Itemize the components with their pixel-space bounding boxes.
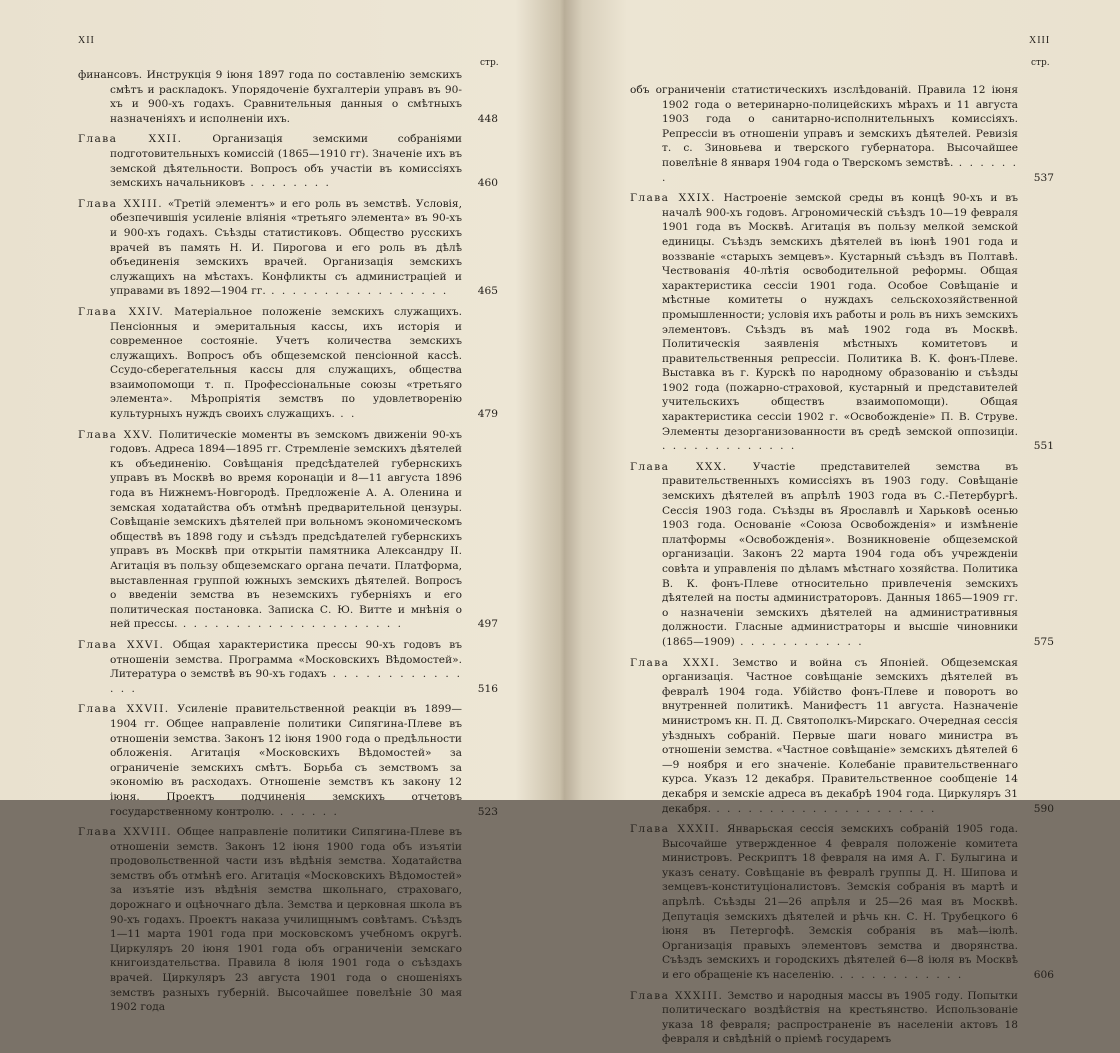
toc-entry: Глава XXX. Участіе представителей земства въ правительственныхъ комиссіяхъ въ 1903 году. Совѣщаніе земскихъ дѣятелей въ апрѣлѣ 1903 года въ С.-Петербургѣ. Сессія 1903 года. Съѣзды въ Ярославлѣ и Харьковѣ осенью 1903 года. Основаніе «Союза Освобожденія» и измѣненіе платформы «Освобожденія». Возникновеніе общеземской организаціи. Законъ 22 марта 1904 года объ учрежденіи совѣта и управленія по дѣламъ мѣстнаго хозяйства. Политика В. К. фонъ-Плеве относительно привлеченія земскихъ дѣятелей на посты администраторовъ. Данныя 1865—1909 гг. о назначеніи земскихъ дѣятелей на административныя должности. Гласные администраторы и высшіе чиновники (1865—1909) . . . . . . . . . . . . 575 [630, 460, 1054, 648]
leader-dots: . . . . . . . . . . . . . . . [110, 668, 462, 695]
page-number: XIII [1029, 35, 1051, 46]
toc-entry: Глава XXIV. Матеріальное положеніе земскихъ служащихъ. Пенсіонныя и эмеритальныя кассы, ихъ исторія и современное состояніе. Учетъ количества земскихъ служащихъ. Вопросъ объ общеземской пенсіонной кассѣ. Ссудо-сберегательныя кассы для служащихъ, общества взаимопомощи т. п. Профессіональные союзы «третьяго элемента». Мѣропріятія земствъ по удовлетворенію культурныхъ нуждъ своихъ служащихъ. . . 479 [78, 305, 498, 421]
leader-dots: . . . . . . . . . . . . . . . . . [265, 285, 449, 298]
toc-page-number: 465 [477, 285, 498, 298]
table-of-contents [78, 68, 498, 1021]
leader-dots: . . . . . . . . . . . . [834, 969, 964, 982]
toc-page-number: 479 [477, 408, 498, 421]
right-page [563, 0, 1120, 1046]
toc-entry: Глава XXIII. «Третій элементъ» и его роль въ земствѣ. Условія, обезпечившія усиленіе вліянія «третьяго элемента» въ 90-хъ и 900-хъ годахъ. Съѣзды статистиковъ. Общество русскихъ врачей въ память Н. И. Пирогова и его роль въ дѣлѣ объединенія земскихъ врачей. Организація земскихъ служащихъ на мѣстахъ. Конфликты съ администраціей и управами въ 1892—1904 гг. . . . . . . . . . . . . . . . . . 465 [78, 197, 498, 298]
toc-page-number: 523 [477, 805, 498, 818]
leader-dots: . . . . . . . . . . . . . . . . . . . . . [177, 618, 403, 631]
toc-page-number: 606 [1033, 969, 1054, 982]
toc-page-number: 551 [1033, 440, 1054, 453]
toc-page-number: 448 [477, 112, 498, 125]
toc-entry: финансовъ. Инструкція 9 іюня 1897 года по составленію земскихъ смѣтъ и раскладокъ. Упорядоченіе бухгалтеріи управъ въ 90-хъ и 900-хъ годахъ. Сравнительныя данныя о смѣтныхъ назначеніяхъ и исполненіи ихъ. 448 [78, 69, 498, 125]
leader-dots: . . . . . . . . [245, 177, 331, 190]
table-of-contents [630, 83, 1054, 1053]
leader-dots: . . [334, 408, 357, 421]
toc-entry: Глава XXVI. Общая характеристика прессы 90-хъ годовъ въ отношеніи земства. Программа «Московскихъ Вѣдомостей». Литература о земствѣ въ 90-хъ годахъ . . . . . . . . . . . . . . . 516 [78, 638, 498, 695]
toc-page-number: 497 [477, 618, 498, 631]
toc-page-number: 460 [477, 177, 498, 190]
leader-dots: . . . . . . . . . . . . . [662, 440, 797, 453]
leader-dots: . . . . . . . . . . . . [734, 635, 864, 648]
toc-page-number: 537 [1033, 171, 1054, 184]
page-column-label: стр. [1031, 58, 1050, 68]
toc-entry: объ ограниченіи статистическихъ изслѣдованій. Правила 12 іюня 1902 года о ветеринарно-полицейскихъ мѣрахъ и 11 августа 1903 года о санитарно-исполнительныхъ комиссіяхъ. Репрессіи въ отношеніи управъ и земскихъ дѣятелей. Ревизія т. с. Зиновьева и тверского губернатора. Высочайшее повелѣніе 8 января 1904 года о Тверскомъ земствѣ. . . . . . . . 537 [630, 84, 1054, 184]
toc-page-number: 516 [477, 682, 498, 695]
page-number: XII [78, 35, 95, 46]
toc-entry: Глава XXXIII. Земство и народныя массы въ 1905 году. Попытки политическаго воздѣйствія на крестьянство. Использованіе указа 18 февраля; распространеніе въ населеніи актовъ 18 февраля и свѣдѣній о пріемѣ государемъ [630, 989, 1018, 1046]
toc-entry: Глава XXXII. Январьская сессія земскихъ собраній 1905 года. Высочайше утвержденное 4 февраля положеніе комитета министровъ. Рескриптъ 18 февраля на имя А. Г. Булыгина и указъ сенату. Совѣщаніе въ февралѣ группы Д. Н. Шипова и земцевъ-конституціоналистовъ. Земскія собранія въ мартѣ и апрѣлѣ. Съѣзды 21—26 апрѣля и 25—26 мая въ Москвѣ. Депутація земскихъ дѣятелей и рѣчь кн. С. Н. Трубецкого 6 іюня въ Петергофѣ. Земскія собранія въ маѣ—іюлѣ. Организація правыхъ элементовъ земства и дворянства. Съѣздъ земскихъ и городскихъ дѣятелей 6—8 іюля въ Москвѣ и его обращеніе къ населенію. . . . . . . . . . . . . 606 [630, 823, 1054, 982]
page-column-label: стр. [480, 58, 499, 68]
toc-entry: Глава XXVII. Усиленіе правительственной реакціи въ 1899—1904 гг. Общее направленіе политики Сипягина-Плеве въ отношеніи земства. Законъ 12 іюня 1900 года о предѣльности обложенія. Агитація «Московскихъ Вѣдомостей» за ограниченіе земскихъ смѣтъ. Борьба съ земствомъ за экономію въ расходахъ. Отношеніе земствъ къ закону 12 іюня. Проектъ подчиненія земскихъ отчетовъ государственному контролю. . . . . . . 523 [78, 703, 498, 818]
leader-dots: . . . . . . . [662, 156, 1018, 184]
leader-dots: . . . . . . [274, 805, 339, 818]
toc-entry: Глава XXXI. Земство и война съ Японіей. Общеземская организація. Частное совѣщаніе земскихъ дѣятелей въ февралѣ 1904 года. Убійство фонъ-Плеве и поворотъ во внутренней политикѣ. Манифестъ 11 августа. Назначеніе министромъ кн. П. Д. Святополкъ-Мирскаго. Очередная сессія уѣздныхъ собраній. Первые шаги новаго министра въ отношеніи земства. «Частное совѣщаніе» земскихъ дѣятелей 6—9 ноября и его значеніе. Колебаніе правительственнаго курса. Указъ 12 декабря. Правительственное сообщеніе 14 декабря и земскіе адреса въ декабрѣ 1904 года. Циркуляръ 31 декабря. . . . . . . . . . . . . . . . . . . . . . 590 [630, 656, 1054, 815]
toc-page-number: 590 [1033, 802, 1054, 815]
left-page [0, 0, 555, 1014]
toc-entry: Глава XXIX. Настроеніе земской среды въ концѣ 90-хъ и въ началѣ 900-хъ годовъ. Агрономическій съѣздъ 10—19 февраля 1901 года въ Москвѣ. Агитація въ пользу мелкой земской единицы. Съѣздъ земскихъ дѣятелей въ іюнѣ 1901 года и воззваніе «старыхъ земцевъ». Кустарный съѣздъ въ Полтавѣ. Чествованія 40-лѣтія освободительной реформы. Общая характеристика сессіи 1901 года. Особое Совѣщаніе и мѣстные комитеты о нуждахъ сельскохозяйственной промышленности; условія ихъ работы и роль въ нихъ земскихъ элементовъ. Съѣздъ въ маѣ 1902 года въ Москвѣ. Политическія заявленія мѣстныхъ комитетовъ и правительственныя репрессіи. Политика В. К. фонъ-Плеве. Выставка въ г. Курскѣ по народному образованію и съѣзды 1902 года (пожарно-страховой, кустарный и представителей учительскихъ обществъ взаимопомощи). Общая характеристика сессіи 1902 г. «Освобожденіе» П. В. Струве. Элементы дезорганизованности въ средѣ земской оппозиціи. . . . . . . . . . . . . . 551 [630, 192, 1054, 453]
toc-entry: Глава XXV. Политическіе моменты въ земскомъ движеніи 90-хъ годовъ. Адреса 1894—1895 гг. Стремленіе земскихъ дѣятелей къ объединенію. Совѣщанія предсѣдателей губернскихъ управъ въ Москвѣ во время коронаціи и 8—11 августа 1896 года въ Нижнемъ-Новгородѣ. Предложеніе А. А. Оленина и земская ходатайства объ отмѣнѣ предварительной цензуры. Совѣщаніе земскихъ дѣятелей при вольномъ экономическомъ обществѣ въ 1898 году и съѣздъ предсѣдателей губернскихъ управъ въ Москвѣ при открытіи памятника Александру II. Агитація въ пользу общеземскаго органа печати. Платформа, выставленная группой южныхъ земскихъ дѣятелей. Вопросъ о введеніи земства въ неземскихъ губерніяхъ и его политическая постановка. Записка С. Ю. Витте и мнѣнія о ней прессы. . . . . . . . . . . . . . . . . . . . . . 497 [78, 428, 498, 631]
toc-entry: Глава XXVIII. Общее направленіе политики Сипягина-Плеве въ отношеніи земств. Законъ 12 іюня 1900 года объ изъятіи продовольственной части изъ вѣдѣнія земства. Ходатайства земствъ объ отмѣнѣ его. Агитація «Московскихъ Вѣдомостей» за изъятіе изъ вѣдѣнія земства школьнаго, страховаго, дорожнаго и оцѣночнаго дѣла. Земства и церковная школа въ 90-хъ годахъ. Проектъ наказа училищнымъ совѣтамъ. Съѣздъ 1—11 марта 1901 года при московскомъ учебномъ округѣ. Циркуляръ 20 іюня 1901 года объ ограниченіи земскаго книгоиздательства. Правила 8 іюля 1901 года о съѣздахъ врачей. Циркуляръ 23 августа 1901 года о сношеніяхъ земствъ разныхъ губерній. Высочайшее повелѣніе 30 мая 1902 года [78, 826, 462, 1014]
toc-entry: Глава XXII. Организація земскими собраніями подготовительныхъ комиссій (1865—1910 гг). Значеніе ихъ въ земской дѣятельности. Вопросъ объ участіи въ комиссіяхъ земскихъ начальниковъ . . . . . . . . 460 [78, 133, 498, 190]
toc-page-number: 575 [1033, 635, 1054, 648]
leader-dots: . . . . . . . . . . . . . . . . . . . . . [710, 802, 937, 815]
